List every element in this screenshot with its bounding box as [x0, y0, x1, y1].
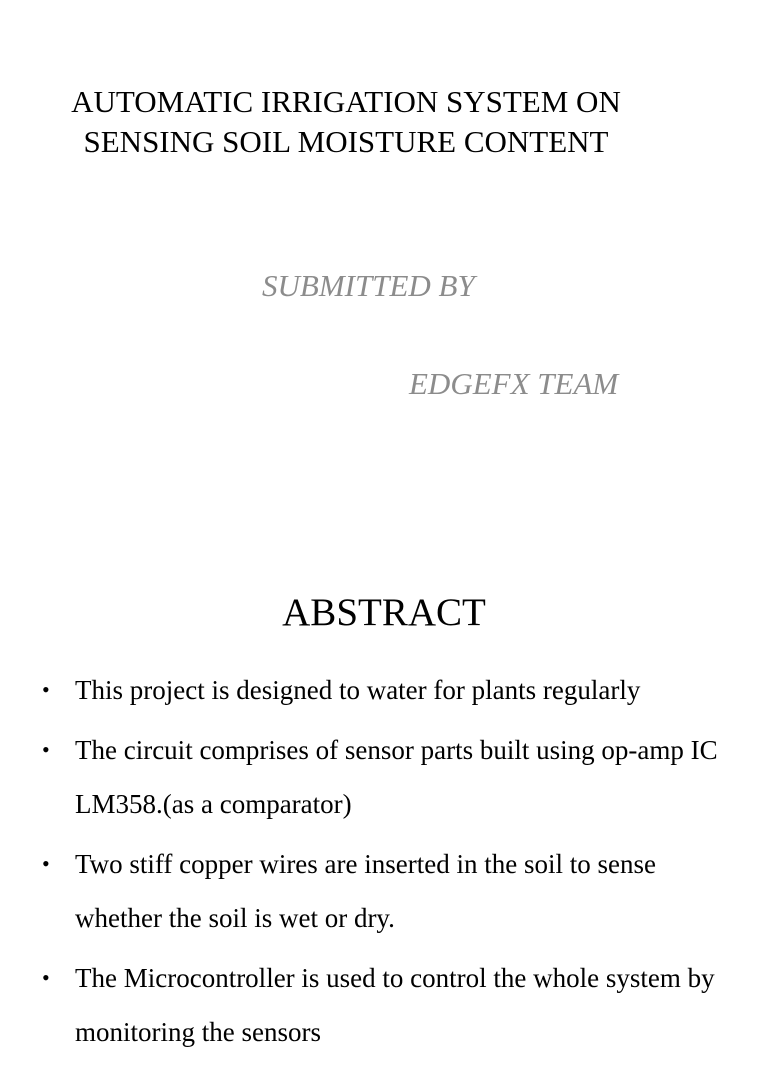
title-line-1: AUTOMATIC IRRIGATION SYSTEM ON: [71, 84, 621, 119]
bullet-item: [42, 723, 732, 831]
bullet-text: The Microcontroller is used to control the whole system by monitoring the sensors: [75, 963, 715, 1047]
abstract-bullet-list: [42, 663, 732, 1065]
bullet-icon: •: [42, 737, 50, 762]
bullet-item: [42, 951, 732, 1059]
abstract-slide: [0, 560, 768, 1047]
abstract-heading: ABSTRACT: [282, 591, 486, 634]
title-line-2: SENSING SOIL MOISTURE CONTENT: [83, 124, 609, 159]
bullet-item: [42, 663, 732, 717]
document-title: [0, 82, 692, 162]
bullet-icon: •: [42, 965, 50, 990]
bullet-icon: •: [42, 677, 50, 702]
team-name: EDGEFX TEAM: [409, 366, 619, 401]
bullet-text: The circuit comprises of sensor parts built using op-amp IC LM358.(as a comparator): [75, 735, 718, 819]
submitted-by-label: SUBMITTED BY: [262, 268, 475, 303]
bullet-text: This project is designed to water for plants regularly: [75, 675, 641, 705]
bullet-icon: •: [42, 851, 50, 876]
bullet-item: [42, 837, 732, 945]
bullet-text: Two stiff copper wires are inserted in the soil to sense whether the soil is wet or dry.: [75, 849, 656, 933]
